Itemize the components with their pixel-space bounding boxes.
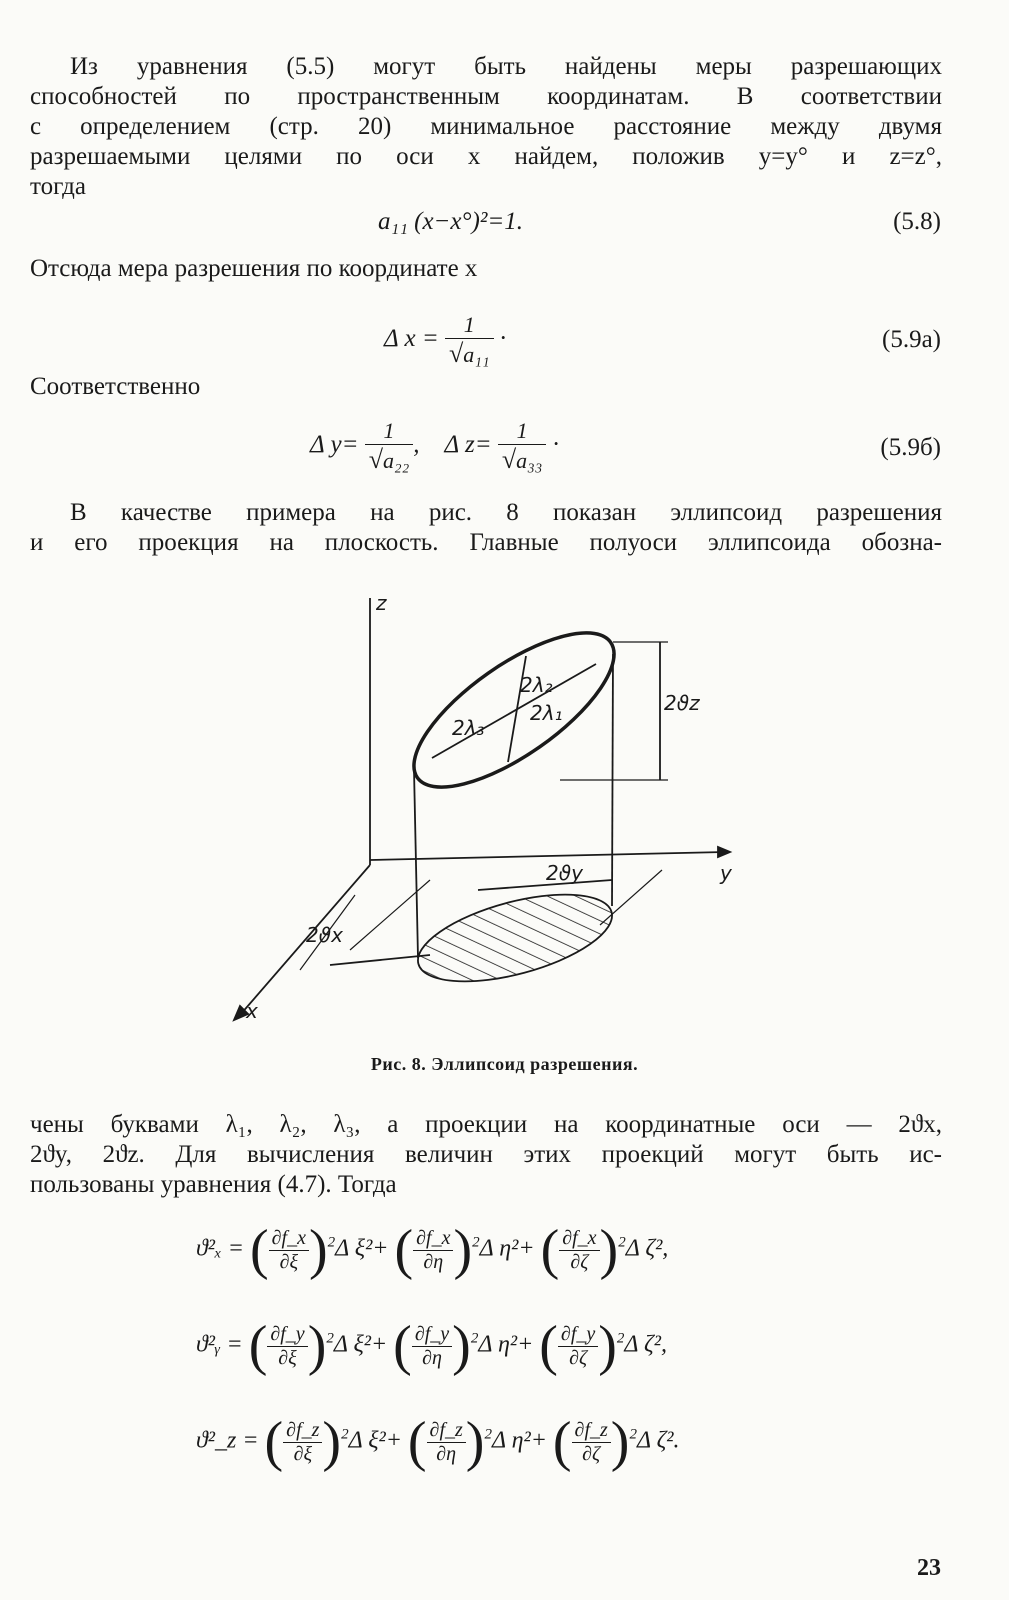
equation-5-8: a₁₁ (x−x°)²=1.	[378, 208, 523, 235]
eq-lhs: ϑ²ₓ =	[196, 1235, 244, 1262]
text-line: способностей по пространственным координатам. В соответствии	[30, 83, 942, 110]
equation-number: (5.8)	[893, 208, 941, 235]
page-number: 23	[917, 1555, 941, 1581]
text-line: чены буквами λ₁, λ₂, λ₃, а проекции на координатные оси — 2ϑx,	[30, 1111, 942, 1138]
x-axis	[240, 865, 370, 1015]
paragraph-intro	[30, 52, 942, 202]
fraction-y	[365, 418, 414, 475]
paragraph-semiaxes	[30, 1110, 942, 1200]
fraction-z	[498, 418, 547, 475]
paragraph-resolution-x: Отсюда мера разрешения по координате x	[30, 255, 478, 282]
radicand: a₁₁	[463, 342, 490, 367]
fraction-numerator: 1	[383, 418, 395, 443]
text-line: 2ϑy, 2ϑz. Для вычисления величин этих проекций могут быть ис-	[30, 1141, 942, 1168]
eq-lhs: ϑ²ᵧ =	[196, 1331, 243, 1358]
fraction-denominator	[445, 338, 494, 369]
theta-x-label: 2ϑx	[306, 923, 343, 947]
fraction-numerator: 1	[463, 312, 475, 337]
y-axis-arrow	[718, 847, 730, 857]
z-axis-label: z	[376, 591, 387, 615]
theta-z-equation: ϑ²_z = ( $\frac{\partial f\_z}{\partial\xi}$ )$^2$Δ ξ²+ ( $\frac{\partial f\_z}{\partial\eta}$ )$^2$Δ η²+ ( $\frac{\partial f\_z}{\partial\zeta}$ )$^2$Δ ζ².	[196, 1411, 680, 1473]
eq-lhs: ϑ²_z =	[196, 1427, 259, 1454]
fraction-denominator	[498, 444, 547, 475]
lambda2-label: 2λ₂	[520, 673, 553, 697]
lambda1-label: 2λ₁	[530, 701, 563, 725]
lambda3-label: 2λ₃	[452, 716, 485, 740]
projection-ellipse	[409, 877, 621, 998]
eq-lhs: Δ x =	[384, 325, 439, 353]
equation-number: (5.9a)	[882, 326, 941, 353]
fraction-numerator: 1	[516, 418, 528, 443]
lambda2-axis	[508, 656, 526, 762]
radicand: a₃₃	[516, 448, 543, 473]
fraction	[445, 312, 494, 369]
text-line: В качестве примера на рис. 8 показан эллипсоид разрешения	[70, 499, 942, 526]
theta-y-label: 2ϑy	[546, 861, 583, 885]
y-axis-label: y	[720, 861, 732, 885]
equation-5-9a: Δ x = $\frac{1}{\text{√a₁₁}}$ ·	[384, 312, 507, 368]
sqrt-sign: √	[448, 339, 464, 368]
eq-lhs-z: Δ z=	[444, 431, 492, 459]
text-line: разрешаемыми целями по оси x найдем, положив y=y° и z=z°,	[30, 143, 942, 170]
text-line: с определением (стр. 20) минимальное расстояние между двумя	[30, 113, 942, 140]
eq-lhs-y: Δ y=	[310, 431, 359, 459]
text-line: и его проекция на плоскость. Главные полуоси эллипсоида обозна-	[30, 529, 942, 556]
sqrt-sign: √	[501, 445, 517, 474]
ellipsoid-figure	[0, 580, 1009, 1040]
text-line: тогда	[30, 173, 86, 200]
theta-y-equation: ϑ²ᵧ = ( $\frac{\partial f\_y}{\partial\xi}$ )$^2$Δ ξ²+ ( $\frac{\partial f\_y}{\partial\eta}$ )$^2$Δ η²+ ( $\frac{\partial f\_y}{\partial\zeta}$ )$^2$Δ ζ²,	[196, 1315, 667, 1377]
figure-caption: Рис. 8. Эллипсоид разрешения.	[370, 1054, 639, 1074]
equation-5-9b: Δ y= $\frac{1}{\text{√a₂₂}}$ , Δ z= $\frac{1}{\text{√a₃₃}}$ ·	[310, 418, 559, 474]
theta-z-label: 2ϑz	[664, 691, 700, 715]
sqrt-sign: √	[368, 445, 383, 474]
cylinder-left-edge	[414, 770, 418, 958]
y-axis	[370, 852, 725, 860]
dim-y-right	[600, 870, 662, 925]
dim-x-line	[330, 955, 430, 965]
equation-number: (5.9б)	[880, 434, 941, 461]
dim-y-line	[478, 880, 612, 890]
theta-x-equation: ϑ²ₓ = ( $\frac{\partial f\_x}{\partial\xi}$ )$^2$Δ ξ²+ ( $\frac{\partial f\_x}{\partial\eta}$ )$^2$Δ η²+ ( $\frac{\partial f\_x}{\partial\zeta}$ )$^2$Δ ζ²,	[196, 1219, 669, 1281]
radicand: a₂₂	[382, 448, 410, 473]
lambda1-axis	[432, 664, 596, 758]
paragraph-correspondingly: Соответственно	[30, 373, 201, 400]
text-line: Из уравнения (5.5) могут быть найдены меры разрешающих	[70, 53, 942, 80]
text-line: пользованы уравнения (4.7). Тогда	[30, 1171, 397, 1198]
x-axis-label: x	[246, 999, 258, 1023]
fraction-denominator	[365, 444, 414, 475]
paragraph-example	[30, 498, 942, 558]
